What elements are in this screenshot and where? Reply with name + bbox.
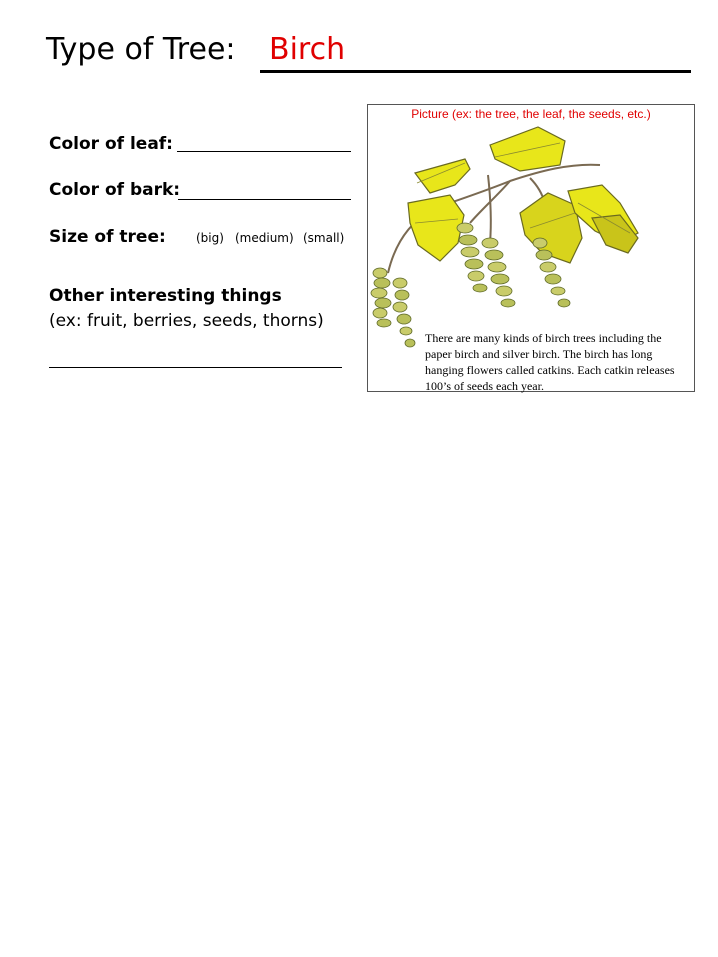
birch-leaves (408, 127, 638, 263)
tree-type-underline (260, 70, 691, 73)
picture-box (367, 104, 695, 392)
size-option-big[interactable]: (big) (196, 231, 224, 245)
bark-color-label: Color of bark: (49, 180, 181, 200)
catkin-center (482, 238, 515, 307)
tree-type-value: Birch (269, 32, 346, 67)
leaf-color-label: Color of leaf: (49, 134, 173, 154)
leaf-top-right (490, 127, 565, 171)
other-things-example: (ex: fruit, berries, seeds, thorns) (49, 311, 324, 331)
bark-color-blank[interactable] (178, 199, 351, 200)
leaf-color-field (49, 134, 173, 154)
tree-size-field (49, 227, 166, 247)
leaf-left-large (408, 195, 464, 261)
bark-color-field (49, 180, 180, 200)
catkin-left (371, 268, 391, 327)
other-things-blank[interactable] (49, 367, 342, 368)
size-option-small[interactable]: (small) (303, 231, 345, 245)
worksheet-title (46, 30, 691, 74)
leaf-color-blank[interactable] (177, 151, 351, 152)
picture-caption: Picture (ex: the tree, the leaf, the seeds, etc.) (411, 107, 651, 121)
other-things-heading: Other interesting things (49, 286, 282, 306)
catkin-middle (457, 223, 487, 292)
tree-size-label: Size of tree: (49, 227, 166, 247)
birch-description: There are many kinds of birch trees including the paper birch and silver birch. The birch has long hanging flowers called catkins. Each catkin releases 100’s of seeds each year. (425, 331, 675, 393)
tree-type-label: Type of Tree: (46, 32, 236, 67)
catkin-left-2 (393, 278, 415, 347)
size-option-medium[interactable]: (medium) (235, 231, 294, 245)
